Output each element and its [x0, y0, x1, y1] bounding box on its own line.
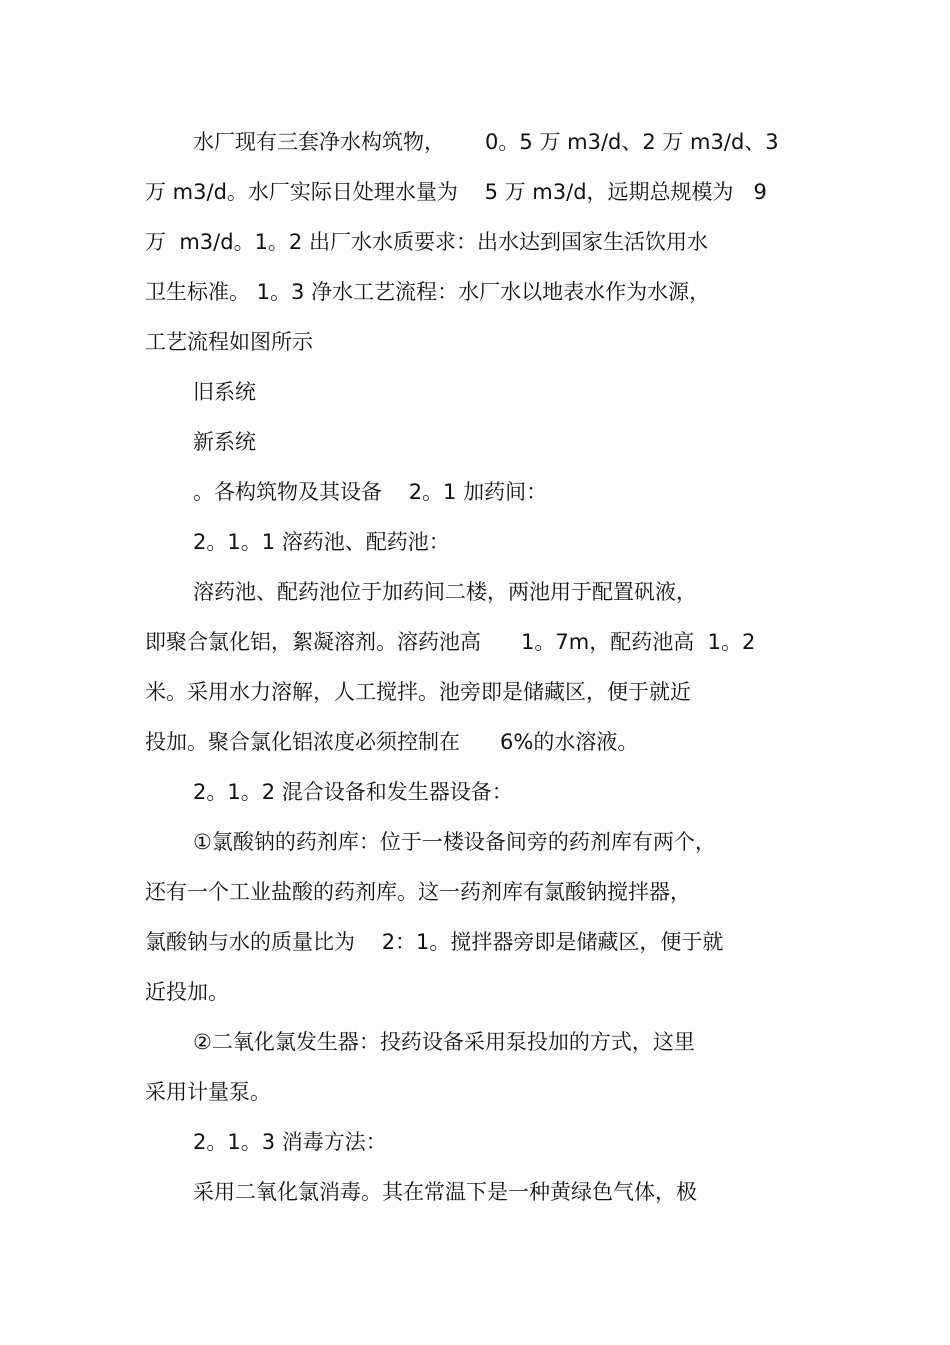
paragraph-line: 氯酸钠与水的质量比为 2：1。搅拌器旁即是储藏区，便于就 — [145, 930, 724, 954]
paragraph-line: 还有一个工业盐酸的药剂库。这一药剂库有氯酸钠搅拌器， — [145, 880, 691, 904]
paragraph-line: 万 m3/d。水厂实际日处理水量为 5 万 m3/d，远期总规模为 9 — [145, 180, 767, 204]
paragraph-line: 溶药池、配药池位于加药间二楼，两池用于配置矾液， — [193, 580, 697, 604]
paragraph-line: 即聚合氯化铝，絮凝溶剂。溶药池高 1。7m，配药池高 1。2 — [145, 630, 756, 654]
paragraph-line: 万 m3/d。1。2 出厂水水质要求：出水达到国家生活饮用水 — [145, 230, 708, 254]
paragraph-line: 水厂现有三套净水构筑物， 0。5 万 m3/d、2 万 m3/d、3 — [193, 130, 779, 154]
paragraph-line: 。各构筑物及其设备 2。1 加药间： — [193, 480, 548, 504]
section-heading: 2。1。2 混合设备和发生器设备： — [193, 780, 513, 804]
paragraph-line: 旧系统 — [193, 380, 256, 404]
paragraph-line: 工艺流程如图所示 — [145, 330, 313, 354]
paragraph-line: 近投加。 — [145, 980, 229, 1004]
section-heading: 2。1。3 消毒方法： — [193, 1130, 387, 1154]
paragraph-line: 卫生标准。 1。3 净水工艺流程：水厂水以地表水作为水源， — [145, 280, 711, 304]
paragraph-line: 投加。聚合氯化铝浓度必须控制在 6%的水溶液。 — [145, 730, 639, 754]
paragraph-line: 采用计量泵。 — [145, 1080, 271, 1104]
section-heading: 2。1。1 溶药池、配药池： — [193, 530, 450, 554]
paragraph-line: 采用二氧化氯消毒。其在常温下是一种黄绿色气体，极 — [193, 1180, 697, 1204]
paragraph-line: 米。采用水力溶解，人工搅拌。池旁即是储藏区，便于就近 — [145, 680, 691, 704]
paragraph-line: ②二氧化氯发生器：投药设备采用泵投加的方式，这里 — [193, 1030, 695, 1054]
paragraph-line: ①氯酸钠的药剂库：位于一楼设备间旁的药剂库有两个， — [193, 830, 716, 854]
paragraph-line: 新系统 — [193, 430, 256, 454]
